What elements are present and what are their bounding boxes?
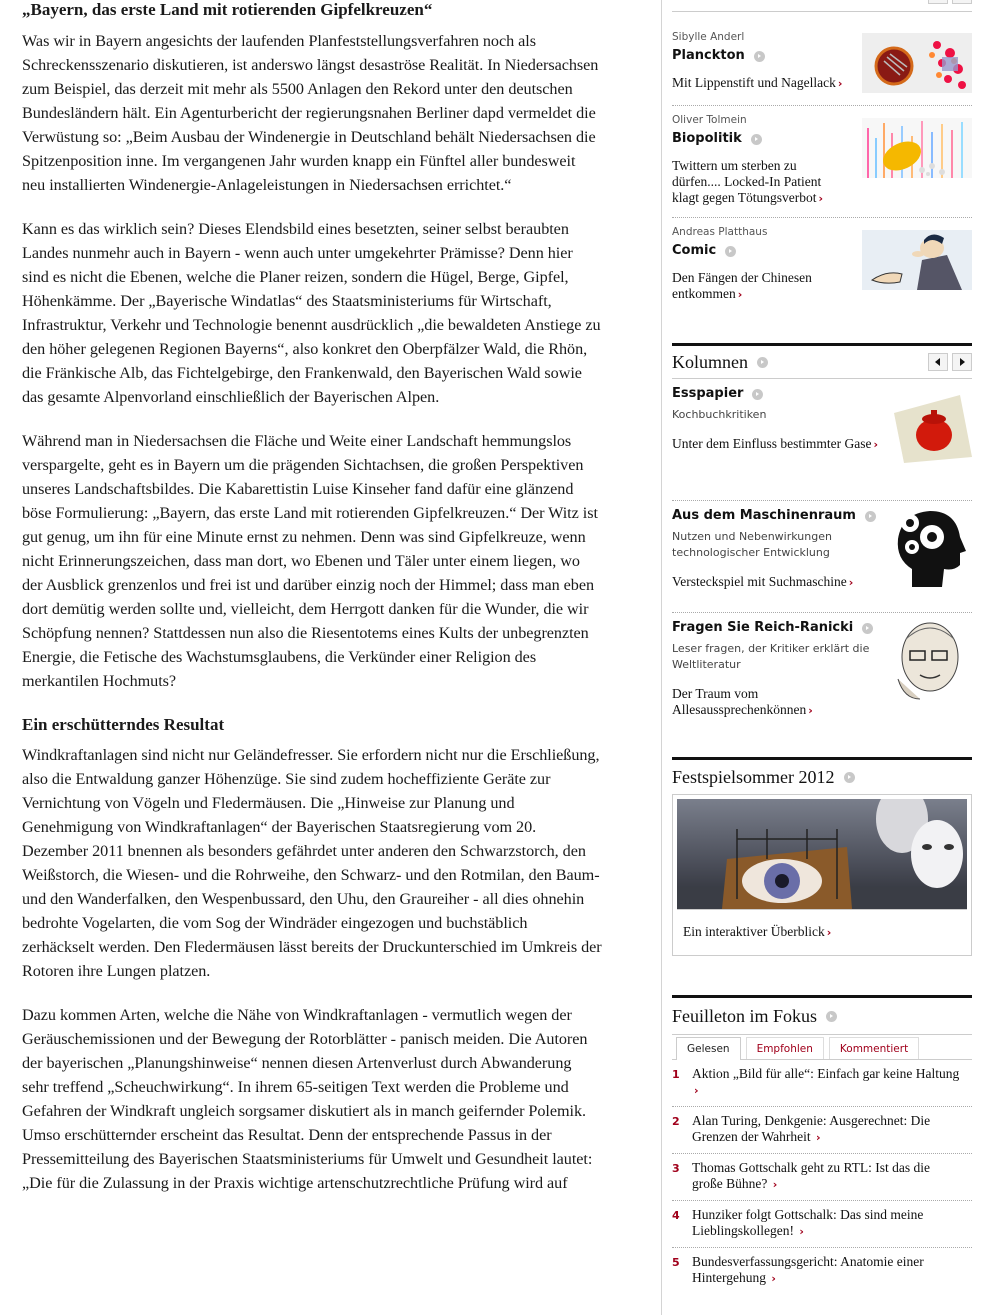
tab-gelesen[interactable]: Gelesen (676, 1037, 741, 1060)
column-teaser-link[interactable]: Versteckspiel mit Suchmaschine › (672, 574, 854, 589)
article-paragraph: Kann es das wirklich sein? Dieses Elendsbild eines besetzten, seiner selbst beraubten Landes nunmehr auch in Bayern - wenn auch unter umgekehrter Prämisse? Denn hier sind es nicht die Ebenen, welche die Planer reizen, sondern die Hügel, Berge, Gipfel, Höhenkämme. Der „Bayerische Windatlas“ des Staatsministeriums für Wirtschaft, Infrastruktur, Verkehr und Technologie benennt ausdrücklich „die bewaldeten Anstiege zu den höher gelegenen Regionen Bayerns“, also konkret den Oberpfälzer Wald, die Rhön, die Fränkische Alb, das Fichtelgebirge, den Frankenwald, den Bayerischen Wald sowie das gesamte Alpenvorland einschließlich der Bayerischen Alpen. (22, 220, 601, 406)
blog-author: Sibylle Anderl (672, 31, 745, 43)
blog-author: Oliver Tolmein (672, 114, 747, 126)
list-item-link[interactable]: Bundesverfassungsgericht: Anatomie einer Hintergehung › (692, 1254, 924, 1285)
blog-teaser-link[interactable]: Twittern um sterben zu dürfen.... Locked-In Patient klagt gegen Tötungsverbot › (672, 158, 824, 205)
chevron-right-icon: › (799, 1225, 804, 1238)
blog-name-link[interactable]: Planckton (672, 47, 972, 65)
tab-kommentiert[interactable]: Kommentiert (829, 1037, 919, 1059)
rank-number: 1 (672, 1068, 680, 1081)
blog-teaser-link[interactable]: Den Fängen der Chinesen entkommen › (672, 270, 812, 301)
column-name-link[interactable]: Aus dem Maschinenraum (672, 507, 972, 525)
arrow-circle-icon (862, 623, 873, 634)
fokus-section (672, 995, 972, 1294)
comic-image[interactable] (862, 230, 972, 290)
column-item[interactable] (672, 501, 972, 612)
fokus-list (672, 1060, 972, 1294)
molecule-image[interactable] (862, 33, 972, 93)
column-teaser-link[interactable]: Der Traum vom Allesaussprechenkönnen › (672, 686, 813, 717)
festspiel-teaser-link[interactable]: Ein interaktiver Überblick › (683, 924, 832, 939)
chevron-right-icon: › (737, 288, 743, 301)
list-item-link[interactable]: Alan Turing, Denkgenie: Ausgerechnet: Die Grenzen der Wahrheit › (692, 1113, 931, 1144)
chevron-right-icon: › (826, 926, 832, 939)
next-button[interactable] (952, 0, 972, 4)
list-item[interactable] (672, 1248, 972, 1294)
column-name-link[interactable]: Esspapier (672, 385, 972, 403)
chevron-right-icon: › (837, 77, 843, 90)
article-body (22, 0, 602, 1195)
rank-number: 3 (672, 1162, 680, 1175)
column-item[interactable] (672, 379, 972, 500)
arrow-circle-icon (754, 51, 765, 62)
article-paragraph: Während man in Niedersachsen die Fläche und Weite einer Landschaft hemmungslos verspargelte, geht es in Bayern um die prägenden Sichtachsen, die großen Perspektiven unseres Landschaftsbildes. Die Kabarettistin Luise Kinseher fand dafür eine glänzend böse Formulierung: „Bayern, das erste Land mit rotierenden Gipfelkreuzen.“ Der Witz ist gut genug, um ihn für eine Minute ernst zu nehmen. Denn was sind Gipfelkreuze, wenn nicht Erinnerungszeichen, dass man dort, wo Ebenen und Täler unter einem liegen, wo der Ausblick grenzenlos und frei ist und darüber einzig noch der Himmel; dass man eben dort demütig werden sollte und, vielleicht, dem Herrgott danken für die Wunder, die wir Schöpfung nennen? Stattdessen nun also die Riesentotems eines Kults der unbegrenzten Energie, die Fetische des Wachstumsglaubens, die Verkünder einer Religion des merkantilen Hochmuts? (22, 432, 598, 690)
chevron-right-icon: › (818, 192, 824, 205)
fokus-title-link[interactable]: Feuilleton im Fokus (672, 1006, 837, 1027)
arrow-circle-icon (751, 134, 762, 145)
article-subheading: „Bayern, das erste Land mit rotierenden Gipfelkreuzen“ (22, 0, 433, 19)
article-paragraph: Windkraftanlagen sind nicht nur Geländefresser. Sie erfordern nicht nur die Erschließung, also die Entwaldung ganzer Höhenzüge. Sie sind zudem hocheffiziente Geräte zur Vernichtung von Vögeln und Fledermäusen. Die „Hinweise zur Planung und Genehmigung von Windkraftanlagen“ der Bayerischen Staatsregierung vom 20. Dezember 2011 bnennen als besonders gefährdet unter anderen den Schwarzstorch, den Weißstorch, die Wiesen- und die Rohrweihe, den Schwarz- und den Rotmilan, den Baum- und den Wanderfalken, den Wespenbussard, den Uhu, den Graureiher - all dies ohnehin bedrohte Vogelarten, die vom Sog der Windräder eingezogen und buchstäblich zerhäckselt werden. Den Fledermäusen lässt bereits der Druckunterschied im Umkreis der Rotoren ihre Lungen platzen. (22, 746, 602, 980)
list-item-link[interactable]: Hunziker folgt Gottschalk: Das sind meine Lieblingskollegen! › (692, 1207, 924, 1238)
column-divider (661, 0, 662, 1315)
festspiel-card[interactable] (672, 794, 972, 956)
carousel-next-button[interactable] (952, 353, 972, 371)
column-item[interactable] (672, 613, 972, 729)
arrow-circle-icon (725, 246, 736, 257)
chevron-right-icon: › (808, 704, 813, 717)
prev-button[interactable] (928, 0, 948, 4)
festival-stage-image[interactable] (677, 799, 967, 909)
article-paragraph: Was wir in Bayern angesichts der laufenden Planfeststellungsverfahren noch als Schreckensszenario diskutieren, ist anderswo längst desaströse Realität. In Niedersachsen zum Beispiel, das derzeit mit mehr als 5500 Anlagen den Rekord unter den deutschen Bundesländern hält. Ein Agenturbericht der regierungsnahen Berliner dapd vermeldet die Verwüstung so: „Beim Ausbau der Windenergie in Deutschland behält Niedersachsen die Spitzenposition inne. Im vergangenen Jahr wurden knapp ein Fünftel aller bundesweit neu installierten Windenergie-Anlageleistungen in Niedersachsen errichtet.“ (22, 32, 599, 194)
pill-image[interactable] (862, 118, 972, 178)
chevron-right-icon: › (694, 1084, 699, 1097)
list-item[interactable] (672, 1201, 972, 1247)
list-item[interactable] (672, 1107, 972, 1153)
fokus-tabs (672, 1035, 972, 1060)
blog-author: Andreas Platthaus (672, 226, 768, 238)
arrow-circle-icon (757, 357, 768, 368)
column-description: Kochbuchkritiken (672, 408, 767, 421)
kolumnen-title-link[interactable]: Kolumnen (672, 352, 768, 373)
list-item-link[interactable]: Thomas Gottschalk geht zu RTL: Ist das die große Bühne? › (692, 1160, 931, 1191)
gear-head-image[interactable] (894, 509, 966, 589)
blog-item[interactable] (672, 225, 972, 310)
blog-name-link[interactable]: Comic (672, 242, 972, 260)
rank-number: 2 (672, 1115, 680, 1128)
column-teaser-link[interactable]: Unter dem Einfluss bestimmter Gase › (672, 436, 879, 451)
chevron-right-icon: › (771, 1272, 776, 1285)
blog-item[interactable] (672, 30, 972, 100)
list-item[interactable] (672, 1154, 972, 1200)
red-pot-image[interactable] (890, 393, 972, 463)
chevron-right-icon: › (848, 576, 854, 589)
blog-name-link[interactable]: Biopolitik (672, 130, 972, 148)
article-subheading: Ein erschütterndes Resultat (22, 715, 225, 734)
list-item[interactable] (672, 1060, 972, 1106)
blog-teaser-link[interactable]: Mit Lippenstift und Nagellack › (672, 75, 843, 90)
blog-item[interactable] (672, 113, 972, 213)
kolumnen-section (672, 343, 972, 729)
festspiel-section (672, 757, 972, 956)
portrait-image[interactable] (892, 619, 968, 701)
arrow-circle-icon (752, 389, 763, 400)
chevron-right-icon: › (772, 1178, 778, 1191)
column-description: Nutzen und Nebenwirkungen technologischer Entwicklung (672, 530, 832, 559)
list-item-link[interactable]: Aktion „Bild für alle“: Einfach gar keine Haltung › (692, 1066, 960, 1097)
arrow-circle-icon (844, 772, 855, 783)
carousel-prev-button[interactable] (928, 353, 948, 371)
tab-empfohlen[interactable]: Empfohlen (746, 1037, 824, 1059)
arrow-circle-icon (865, 511, 876, 522)
festspiel-title-link[interactable]: Festspielsommer 2012 (672, 767, 855, 788)
chevron-right-icon: › (815, 1131, 821, 1144)
column-description: Leser fragen, der Kritiker erklärt die Weltliteratur (672, 642, 870, 671)
arrow-circle-icon (826, 1011, 837, 1022)
rank-number: 5 (672, 1256, 680, 1269)
article-paragraph: Dazu kommen Arten, welche die Nähe von Windkraftanlagen - vermutlich wegen der Geräuschemissionen und der Bewegung der Rotorblätter - panisch meiden. Die Autoren der bayerischen „Planungshinweise“ nennen diesen Artenverlust durch Abwanderung sehr treffend „Scheuchwirkung“. In ihrem 65-seitigen Text werden die Probleme und Gefahren der Windkraft ungleich sorgsamer diskutiert als in manch geifernder Polemik. Umso erschütternder erscheint das Resultat. Denn der entsprechende Passus in der Pressemitteilung des Bayerischen Staatsministeriums für Umwelt und Gesundheit lautet: „Die für die Zulassung in der Praxis wichtige artenschutzrechtliche Prüfung wird auf (22, 1006, 593, 1192)
column-name-link[interactable]: Fragen Sie Reich-Ranicki (672, 619, 972, 637)
rank-number: 4 (672, 1209, 680, 1222)
chevron-right-icon: › (873, 438, 879, 451)
